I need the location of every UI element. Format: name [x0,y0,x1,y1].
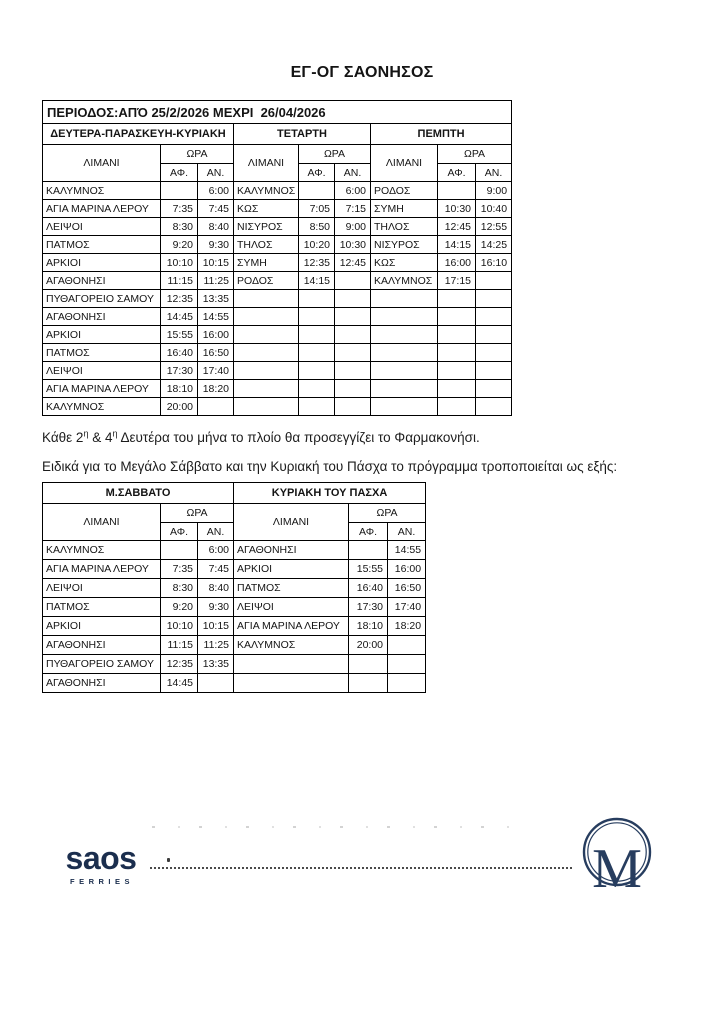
arrival-time-cell: 10:20 [299,236,335,254]
arrival-time-cell: 7:35 [161,560,198,579]
departure-time-cell: 11:25 [198,636,234,655]
arrival-time-cell: 16:00 [438,254,476,272]
departure-time-cell: 13:35 [198,290,234,308]
arrival-time-cell: 17:30 [161,362,198,380]
departure-time-cell [388,655,426,674]
departure-time-cell: 9:00 [335,218,371,236]
port-cell [234,655,349,674]
holiday-schedule-table [42,482,426,693]
arrival-time-cell [161,541,198,560]
arrival-time-cell: 16:40 [161,344,198,362]
port-cell: ΠΑΤΜΟΣ [43,344,161,362]
departure-time-cell [476,344,512,362]
departure-time-cell: 14:55 [388,541,426,560]
departure-time-cell: 7:45 [198,560,234,579]
arrival-time-cell: 7:35 [161,200,198,218]
day-header-mon-fri-sun: ΔΕΥΤΕΡΑ-ΠΑΡΑΣΚΕΥΗ-ΚΥΡΙΑΚΗ [43,124,234,145]
arrival-time-cell: 20:00 [349,636,388,655]
arrival-time-cell [299,398,335,416]
departure-time-cell [476,308,512,326]
departure-time-cell: 9:30 [198,598,234,617]
departure-time-cell [198,398,234,416]
arrival-column-header: ΑΦ. [161,164,198,182]
period-row [43,101,512,124]
note-text: Δευτέρα του μήνα το πλοίο θα προσεγγίζει το Φαρμακονήσι. [117,430,480,445]
column-header-row [43,504,426,523]
arrival-time-cell: 14:15 [299,272,335,290]
port-cell: ΛΕΙΨΟΙ [43,579,161,598]
arrival-time-cell: 14:15 [438,236,476,254]
note-easter-schedule: Ειδικά για το Μεγάλο Σάββατο και την Κυριακή του Πάσχα το πρόγραμμα τροποποιείται ως εξής: [42,459,618,474]
arrival-time-cell [299,362,335,380]
port-cell [371,308,438,326]
note-text: & 4 [88,430,113,445]
port-cell: ΑΓΑΘΟΝΗΣΙ [43,636,161,655]
departure-time-cell: 16:10 [476,254,512,272]
port-cell: ΑΓΑΘΟΝΗΣΙ [43,308,161,326]
arrival-time-cell [161,182,198,200]
departure-time-cell [335,380,371,398]
port-cell: ΣΥΜΗ [234,254,299,272]
departure-time-cell [335,362,371,380]
port-cell [371,326,438,344]
page-title: ΕΓ-ΟΓ ΣΑΟΝΗΣΟΣ [290,64,434,81]
arrival-time-cell [438,182,476,200]
note-text: Κάθε 2 [42,430,84,445]
port-column-header: ΛΙΜΑΝΙ [43,504,161,541]
monogram-letter: M [592,838,642,898]
arrival-time-cell [349,674,388,693]
schedule-row [43,290,512,308]
port-cell [234,326,299,344]
hour-column-header: ΩΡΑ [161,504,234,523]
port-cell: ΚΑΛΥΜΝΟΣ [234,636,349,655]
arrival-time-cell: 8:30 [161,218,198,236]
departure-time-cell: 16:50 [388,579,426,598]
port-cell: ΑΡΚΙΟΙ [43,326,161,344]
port-cell: ΑΓΙΑ ΜΑΡΙΝΑ ΛΕΡΟΥ [43,200,161,218]
saos-ferries-logo [55,842,147,886]
arrival-time-cell [299,380,335,398]
port-cell [234,344,299,362]
port-cell: ΛΕΙΨΟΙ [234,598,349,617]
note-farmakonisi [42,430,702,445]
departure-time-cell: 12:55 [476,218,512,236]
arrival-time-cell [299,182,335,200]
port-cell: ΠΑΤΜΟΣ [43,598,161,617]
arrival-time-cell: 9:20 [161,236,198,254]
port-column-header: ΛΙΜΑΝΙ [371,145,438,182]
port-cell: ΑΓΙΑ ΜΑΡΙΝΑ ΛΕΡΟΥ [43,560,161,579]
port-cell: ΑΡΚΙΟΙ [43,617,161,636]
departure-time-cell: 6:00 [198,182,234,200]
arrival-time-cell [299,308,335,326]
port-cell [234,380,299,398]
schedule-row [43,254,512,272]
arrival-time-cell [438,290,476,308]
departure-time-cell [388,636,426,655]
port-cell: ΡΟΔΟΣ [234,272,299,290]
departure-time-cell: 11:25 [198,272,234,290]
schedule-row [43,598,426,617]
ordinal-superscript: η [83,428,89,439]
departure-time-cell: 16:00 [388,560,426,579]
schedule-row [43,344,512,362]
port-cell [371,290,438,308]
port-cell: ΠΑΤΜΟΣ [234,579,349,598]
m-monogram-logo [574,816,660,898]
schedule-row [43,200,512,218]
port-cell: ΑΓΙΑ ΜΑΡΙΝΑ ΛΕΡΟΥ [234,617,349,636]
day-header-easter-sunday: ΚΥΡΙΑΚΗ ΤΟΥ ΠΑΣΧΑ [234,483,426,504]
port-cell: ΑΓΑΘΟΝΗΣΙ [234,541,349,560]
port-cell: ΠΥΘΑΓΟΡΕΙΟ ΣΑΜΟΥ [43,655,161,674]
departure-time-cell: 8:40 [198,579,234,598]
arrival-time-cell [438,344,476,362]
port-cell: ΡΟΔΟΣ [371,182,438,200]
arrival-time-cell [299,326,335,344]
port-cell: ΑΓΙΑ ΜΑΡΙΝΑ ΛΕΡΟΥ [43,380,161,398]
arrival-time-cell: 8:50 [299,218,335,236]
departure-time-cell: 6:00 [335,182,371,200]
schedule-row [43,182,512,200]
port-cell: ΚΑΛΥΜΝΟΣ [43,541,161,560]
port-cell: ΝΙΣΥΡΟΣ [234,218,299,236]
departure-time-cell [476,362,512,380]
port-cell [234,674,349,693]
port-cell: ΚΩΣ [234,200,299,218]
port-cell: ΚΩΣ [371,254,438,272]
departure-time-cell [476,290,512,308]
arrival-column-header: ΑΦ. [299,164,335,182]
port-cell [234,308,299,326]
arrival-time-cell: 11:15 [161,272,198,290]
departure-time-cell [388,674,426,693]
dotted-separator-line [150,866,572,869]
departure-time-cell: 13:35 [198,655,234,674]
port-cell: ΝΙΣΥΡΟΣ [371,236,438,254]
arrival-time-cell: 16:40 [349,579,388,598]
arrival-time-cell: 7:05 [299,200,335,218]
departure-time-cell: 10:40 [476,200,512,218]
day-header-holy-saturday: Μ.ΣΑΒΒΑΤΟ [43,483,234,504]
arrival-time-cell: 18:10 [349,617,388,636]
schedule-row [43,218,512,236]
arrival-time-cell: 15:55 [161,326,198,344]
departure-time-cell: 10:15 [198,254,234,272]
arrival-time-cell [438,308,476,326]
departure-time-cell: 18:20 [198,380,234,398]
departure-time-cell [476,272,512,290]
day-header-row [43,483,426,504]
departure-time-cell: 6:00 [198,541,234,560]
port-cell: ΛΕΙΨΟΙ [43,362,161,380]
schedule-row [43,636,426,655]
port-cell: ΑΓΑΘΟΝΗΣΙ [43,674,161,693]
stray-dot [167,858,170,862]
hour-column-header: ΩΡΑ [438,145,512,164]
departure-column-header: ΑΝ. [388,523,426,541]
port-cell [371,380,438,398]
departure-time-cell: 12:45 [335,254,371,272]
departure-time-cell [335,326,371,344]
arrival-time-cell [299,344,335,362]
port-cell [371,362,438,380]
schedule-row [43,541,426,560]
arrival-time-cell: 10:10 [161,254,198,272]
departure-time-cell: 16:00 [198,326,234,344]
port-cell: ΛΕΙΨΟΙ [43,218,161,236]
departure-time-cell: 10:30 [335,236,371,254]
schedule-row [43,398,512,416]
port-cell: ΠΥΘΑΓΟΡΕΙΟ ΣΑΜΟΥ [43,290,161,308]
departure-time-cell: 14:25 [476,236,512,254]
day-header-wednesday: ΤΕΤΑΡΤΗ [234,124,371,145]
schedule-row [43,579,426,598]
ferries-label: FERRIES [69,877,134,886]
schedule-row [43,272,512,290]
departure-time-cell: 7:45 [198,200,234,218]
arrival-time-cell: 15:55 [349,560,388,579]
port-cell: ΑΡΚΙΟΙ [43,254,161,272]
departure-time-cell [198,674,234,693]
port-column-header: ΛΙΜΑΝΙ [234,504,349,541]
schedule-row [43,236,512,254]
period-header: ΠΕΡΙΟΔΟΣ:ΑΠΌ 25/2/2026 ΜΕΧΡΙ 26/04/2026 [43,101,512,124]
arrival-time-cell: 11:15 [161,636,198,655]
arrival-time-cell: 10:30 [438,200,476,218]
arrival-time-cell: 8:30 [161,579,198,598]
departure-time-cell: 9:30 [198,236,234,254]
departure-time-cell [476,326,512,344]
departure-time-cell: 7:15 [335,200,371,218]
departure-time-cell: 18:20 [388,617,426,636]
departure-time-cell [476,398,512,416]
port-cell: ΚΑΛΥΜΝΟΣ [43,182,161,200]
arrival-time-cell [299,290,335,308]
port-cell: ΚΑΛΥΜΝΟΣ [234,182,299,200]
departure-time-cell: 16:50 [198,344,234,362]
port-cell [371,344,438,362]
arrival-time-cell: 12:35 [161,655,198,674]
port-cell: ΤΗΛΟΣ [234,236,299,254]
arrival-time-cell: 12:45 [438,218,476,236]
schedule-row [43,617,426,636]
column-header-row [43,145,512,164]
departure-time-cell: 10:15 [198,617,234,636]
schedule-row [43,380,512,398]
departure-time-cell [335,272,371,290]
port-cell: ΑΡΚΙΟΙ [234,560,349,579]
arrival-time-cell: 9:20 [161,598,198,617]
schedule-row [43,326,512,344]
day-header-row [43,124,512,145]
arrival-time-cell: 17:15 [438,272,476,290]
arrival-time-cell: 17:30 [349,598,388,617]
port-cell [371,398,438,416]
port-column-header: ΛΙΜΑΝΙ [234,145,299,182]
departure-time-cell: 8:40 [198,218,234,236]
arrival-time-cell: 14:45 [161,308,198,326]
port-cell: ΤΗΛΟΣ [371,218,438,236]
departure-time-cell [476,380,512,398]
main-schedule-table [42,100,512,416]
arrival-time-cell [438,398,476,416]
faded-text-remnants [152,826,522,828]
departure-time-cell: 14:55 [198,308,234,326]
arrival-time-cell [438,362,476,380]
arrival-time-cell: 12:35 [299,254,335,272]
arrival-time-cell: 20:00 [161,398,198,416]
departure-time-cell: 9:00 [476,182,512,200]
port-cell: ΑΓΑΘΟΝΗΣΙ [43,272,161,290]
departure-time-cell [335,398,371,416]
departure-time-cell [335,308,371,326]
port-cell: ΚΑΛΥΜΝΟΣ [43,398,161,416]
departure-column-header: ΑΝ. [476,164,512,182]
schedule-row [43,655,426,674]
port-cell: ΣΥΜΗ [371,200,438,218]
port-cell: ΚΑΛΥΜΝΟΣ [371,272,438,290]
day-header-thursday: ΠΕΜΠΤΗ [371,124,512,145]
port-cell [234,290,299,308]
arrival-column-header: ΑΦ. [349,523,388,541]
arrival-time-cell [438,380,476,398]
port-cell: ΠΑΤΜΟΣ [43,236,161,254]
hour-column-header: ΩΡΑ [349,504,426,523]
arrival-column-header: ΑΦ. [161,523,198,541]
arrival-time-cell: 10:10 [161,617,198,636]
arrival-time-cell [349,541,388,560]
hour-column-header: ΩΡΑ [299,145,371,164]
arrival-time-cell: 14:45 [161,674,198,693]
port-cell [234,362,299,380]
departure-time-cell: 17:40 [388,598,426,617]
arrival-column-header: ΑΦ. [438,164,476,182]
saos-wordmark: saos [65,840,137,876]
schedule-row [43,674,426,693]
schedule-row [43,362,512,380]
departure-column-header: ΑΝ. [335,164,371,182]
port-column-header: ΛΙΜΑΝΙ [43,145,161,182]
schedule-row [43,308,512,326]
arrival-time-cell [438,326,476,344]
departure-time-cell [335,290,371,308]
departure-column-header: ΑΝ. [198,523,234,541]
departure-time-cell: 17:40 [198,362,234,380]
departure-column-header: ΑΝ. [198,164,234,182]
hour-column-header: ΩΡΑ [161,145,234,164]
departure-time-cell [335,344,371,362]
arrival-time-cell: 18:10 [161,380,198,398]
ordinal-superscript: η [112,428,118,439]
arrival-time-cell: 12:35 [161,290,198,308]
port-cell [234,398,299,416]
arrival-time-cell [349,655,388,674]
schedule-row [43,560,426,579]
